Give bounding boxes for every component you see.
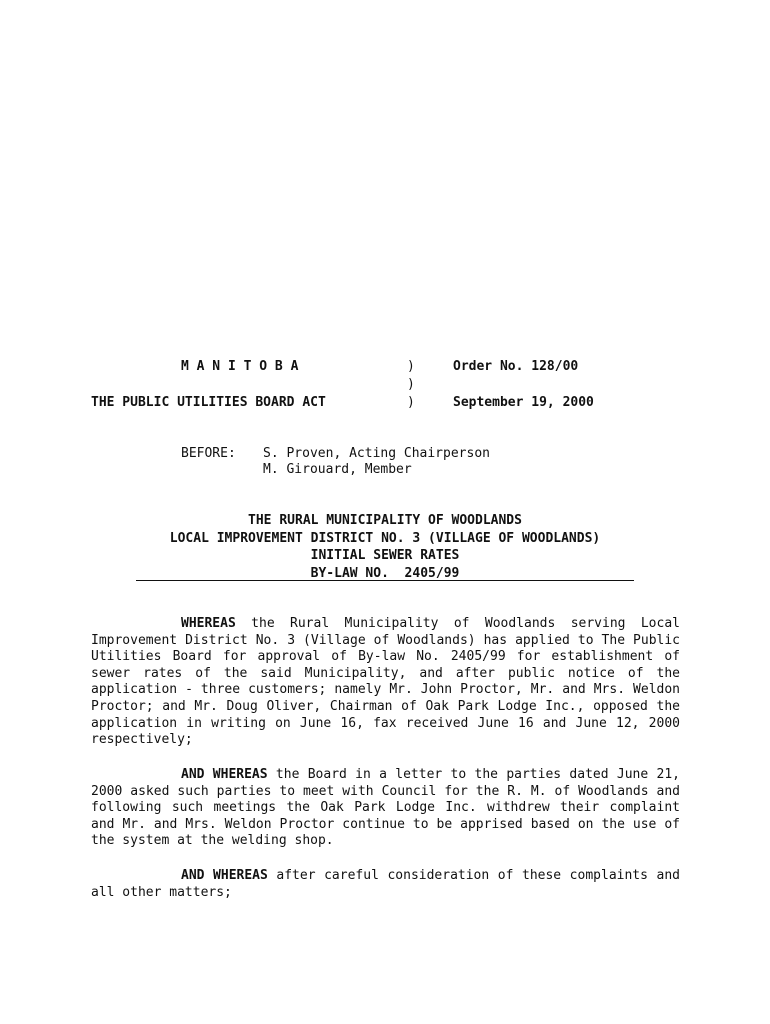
jurisdiction-heading: M A N I T O B A bbox=[181, 359, 299, 374]
paragraph-text: after careful consideration of these complaints and all other matters; bbox=[91, 868, 680, 900]
title-bylaw: BY-LAW NO. 2405/99 bbox=[310, 565, 460, 581]
whereas-lead: AND WHEREAS bbox=[181, 868, 268, 883]
paragraph-text: the Board in a letter to the parties dated June 21, 2000 asked such parties to meet with Council for the R. M. of Woodlands and following such meetings the Oak Park Lodge Inc. withdrew their complaint and Mr. and Mrs. Weldon Proctor continue to be apprised based on the use of the system at the welding shop. bbox=[91, 767, 680, 849]
panel-member: M. Girouard, Member bbox=[263, 462, 412, 477]
whereas-lead: AND WHEREAS bbox=[181, 767, 268, 782]
order-date: September 19, 2000 bbox=[453, 395, 594, 410]
panel-member-chair: S. Proven, Acting Chairperson bbox=[263, 446, 490, 461]
header-paren: ) bbox=[407, 395, 415, 410]
title-municipality: THE RURAL MUNICIPALITY OF WOODLANDS bbox=[248, 513, 522, 528]
title-underline bbox=[136, 580, 634, 581]
before-label: BEFORE: bbox=[181, 446, 236, 461]
whereas-lead: WHEREAS bbox=[181, 616, 236, 631]
paragraph-text: the Rural Municipality of Woodlands serving Local Improvement District No. 3 (Village of Woodlands) has applied to The Public Utilities Board for approval of By-law No. 2405/99 for establishment of sewer rates of the said Municipality, and after public notice of the application - three customers; namely Mr. John Proctor, Mr. and Mrs. Weldon Proctor; and Mr. Doug Oliver, Chairman of Oak Park Lodge Inc., opposed the application in writing on June 16, fax received June 16 and June 12, 2000 respectively; bbox=[91, 616, 680, 748]
order-number: Order No. 128/00 bbox=[453, 359, 579, 374]
header-paren: ) bbox=[407, 377, 415, 392]
whereas-paragraph-1 bbox=[91, 616, 680, 749]
whereas-paragraph-2 bbox=[91, 767, 680, 850]
act-heading: THE PUBLIC UTILITIES BOARD ACT bbox=[91, 395, 326, 410]
title-subject: INITIAL SEWER RATES bbox=[310, 548, 460, 563]
whereas-paragraph-3 bbox=[91, 868, 680, 901]
title-district: LOCAL IMPROVEMENT DISTRICT NO. 3 (VILLAGE OF WOODLANDS) bbox=[169, 530, 601, 546]
header-paren: ) bbox=[407, 359, 415, 374]
